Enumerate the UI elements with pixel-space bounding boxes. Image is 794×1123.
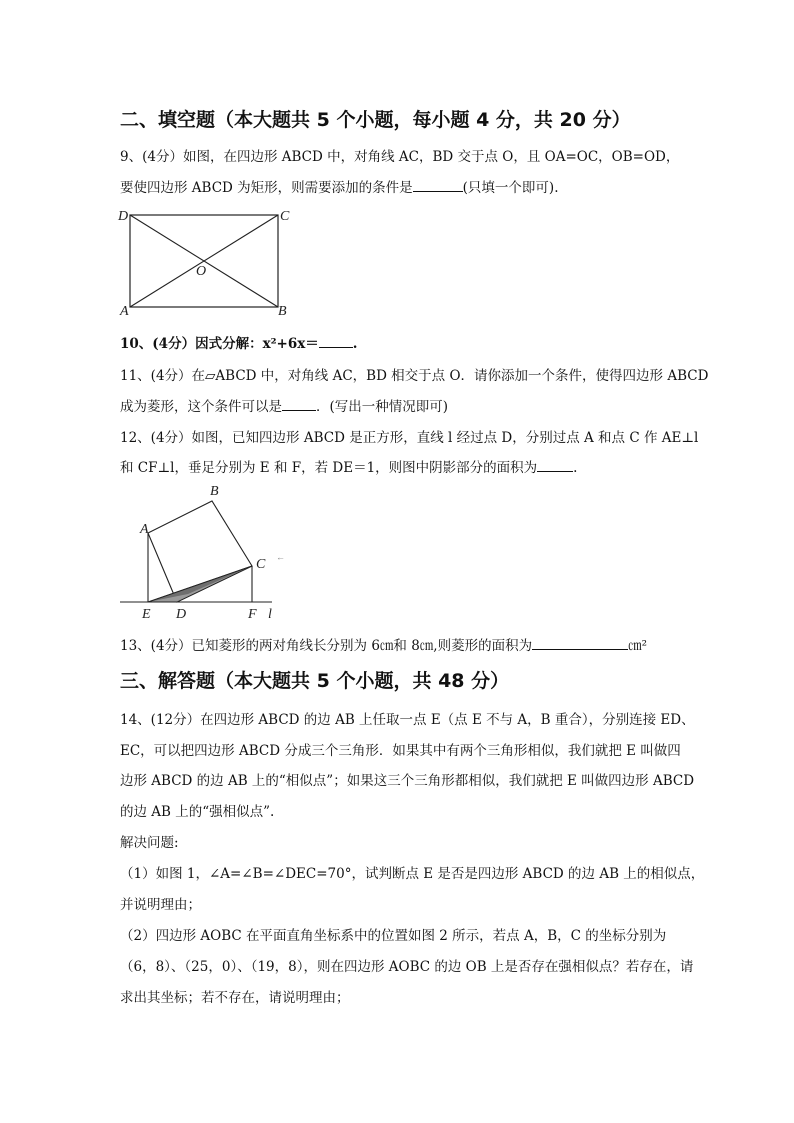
- q11-answer-blank: [282, 398, 316, 411]
- label-c: C: [280, 209, 290, 224]
- q12-line2-tail: .: [573, 460, 578, 476]
- q9-line2-text: 要使四边形 ABCD 为矩形，则需要添加的条件是: [120, 180, 413, 196]
- arrow-mark-icon: ←: [276, 552, 285, 562]
- q12-line2: [120, 456, 577, 476]
- q13-text: 13、(4分）已知菱形的两对角线长分别为 6㎝和 8㎝,则菱形的面积为: [120, 638, 533, 654]
- q12-square-figure: [112, 480, 302, 625]
- q9-line1: 9、(4分）如图，在四边形 ABCD 中，对角线 AC，BD 交于点 O，且 OA=OC，OB=OD，: [120, 149, 680, 165]
- q14-part1-line2: 并说明理由；: [120, 897, 201, 913]
- label-c: C: [256, 557, 266, 572]
- label-o: O: [196, 264, 207, 279]
- label-d: D: [176, 607, 187, 622]
- q9-line2-tail: (只填一个即可).: [462, 180, 559, 196]
- q14-part1-line1: （1）如图 1，∠A=∠B=∠DEC=70°，试判断点 E 是否是四边形 ABCD 的边 AB 上的相似点，: [120, 866, 705, 882]
- q13: [120, 634, 647, 654]
- q11-line1: 11、(4分）在▱ABCD 中，对角线 AC，BD 相交于点 O．请你添加一个条件，使得四边形 ABCD: [120, 368, 709, 384]
- q14-part2-line1: （2）四边形 AOBC 在平面直角坐标系中的位置如图 2 所示，若点 A，B，C 的坐标分别为: [120, 928, 667, 944]
- q14-line3: 边形 ABCD 的边 AB 上的“相似点”；如果这三个三角形都相似，我们就把 E 叫做四边形 ABCD: [120, 773, 695, 789]
- label-l: l: [268, 607, 272, 622]
- label-f: F: [248, 607, 257, 622]
- q14-part2-line3: 求出其坐标；若不存在，请说明理由；: [120, 990, 350, 1006]
- q14-solve-label: 解决问题:: [120, 835, 179, 851]
- label-a: A: [140, 522, 149, 537]
- q14-part2-line2: （6，8）、（25，0）、（19，8），则在四边形 AOBC 的边 OB 上是否存在强相似点？若存在，请: [120, 959, 694, 975]
- q12-answer-blank: [537, 459, 573, 472]
- q11-line2-tail: ．(写出一种情况即可): [316, 399, 449, 415]
- q11-line2: [120, 395, 448, 415]
- q13-unit: ㎝²: [628, 638, 648, 654]
- q10-tail: .: [352, 336, 358, 352]
- label-e: E: [142, 607, 151, 622]
- q12-line1: 12、(4分）如图，已知四边形 ABCD 是正方形，直线 l 经过点 D，分别过点 A 和点 C 作 AE⊥l: [120, 430, 699, 446]
- label-b: B: [210, 484, 219, 499]
- q11-line2-text: 成为菱形，这个条件可以是: [120, 399, 282, 415]
- q10-text: 10、(4分）因式分解：x²+6x＝: [120, 336, 319, 352]
- q14-line4: 的边 AB 上的“强相似点”.: [120, 804, 275, 820]
- q10: [120, 332, 358, 352]
- q9-line2: [120, 176, 558, 196]
- q10-answer-blank: [319, 335, 353, 348]
- q9-answer-blank: [413, 179, 463, 192]
- q13-answer-blank: [532, 637, 628, 650]
- section-2-heading: 二、填空题（本大题共 5 个小题，每小题 4 分，共 20 分）: [120, 109, 631, 131]
- q14-line1: 14、(12分）在四边形 ABCD 的边 AB 上任取一点 E（点 E 不与 A，B 重合），分别连接 ED、: [120, 712, 695, 728]
- q12-line2-text: 和 CF⊥l，垂足分别为 E 和 F，若 DE＝1，则图中阴影部分的面积为: [120, 460, 538, 476]
- section-3-heading: 三、解答题（本大题共 5 个小题，共 48 分）: [120, 670, 510, 692]
- label-d: D: [118, 209, 129, 224]
- q14-line2: EC，可以把四边形 ABCD 分成三个三角形．如果其中有两个三角形相似，我们就把 E 叫做四: [120, 743, 681, 759]
- label-a: A: [120, 304, 129, 319]
- q9-rectangle-figure: [112, 205, 297, 320]
- label-b: B: [278, 304, 287, 319]
